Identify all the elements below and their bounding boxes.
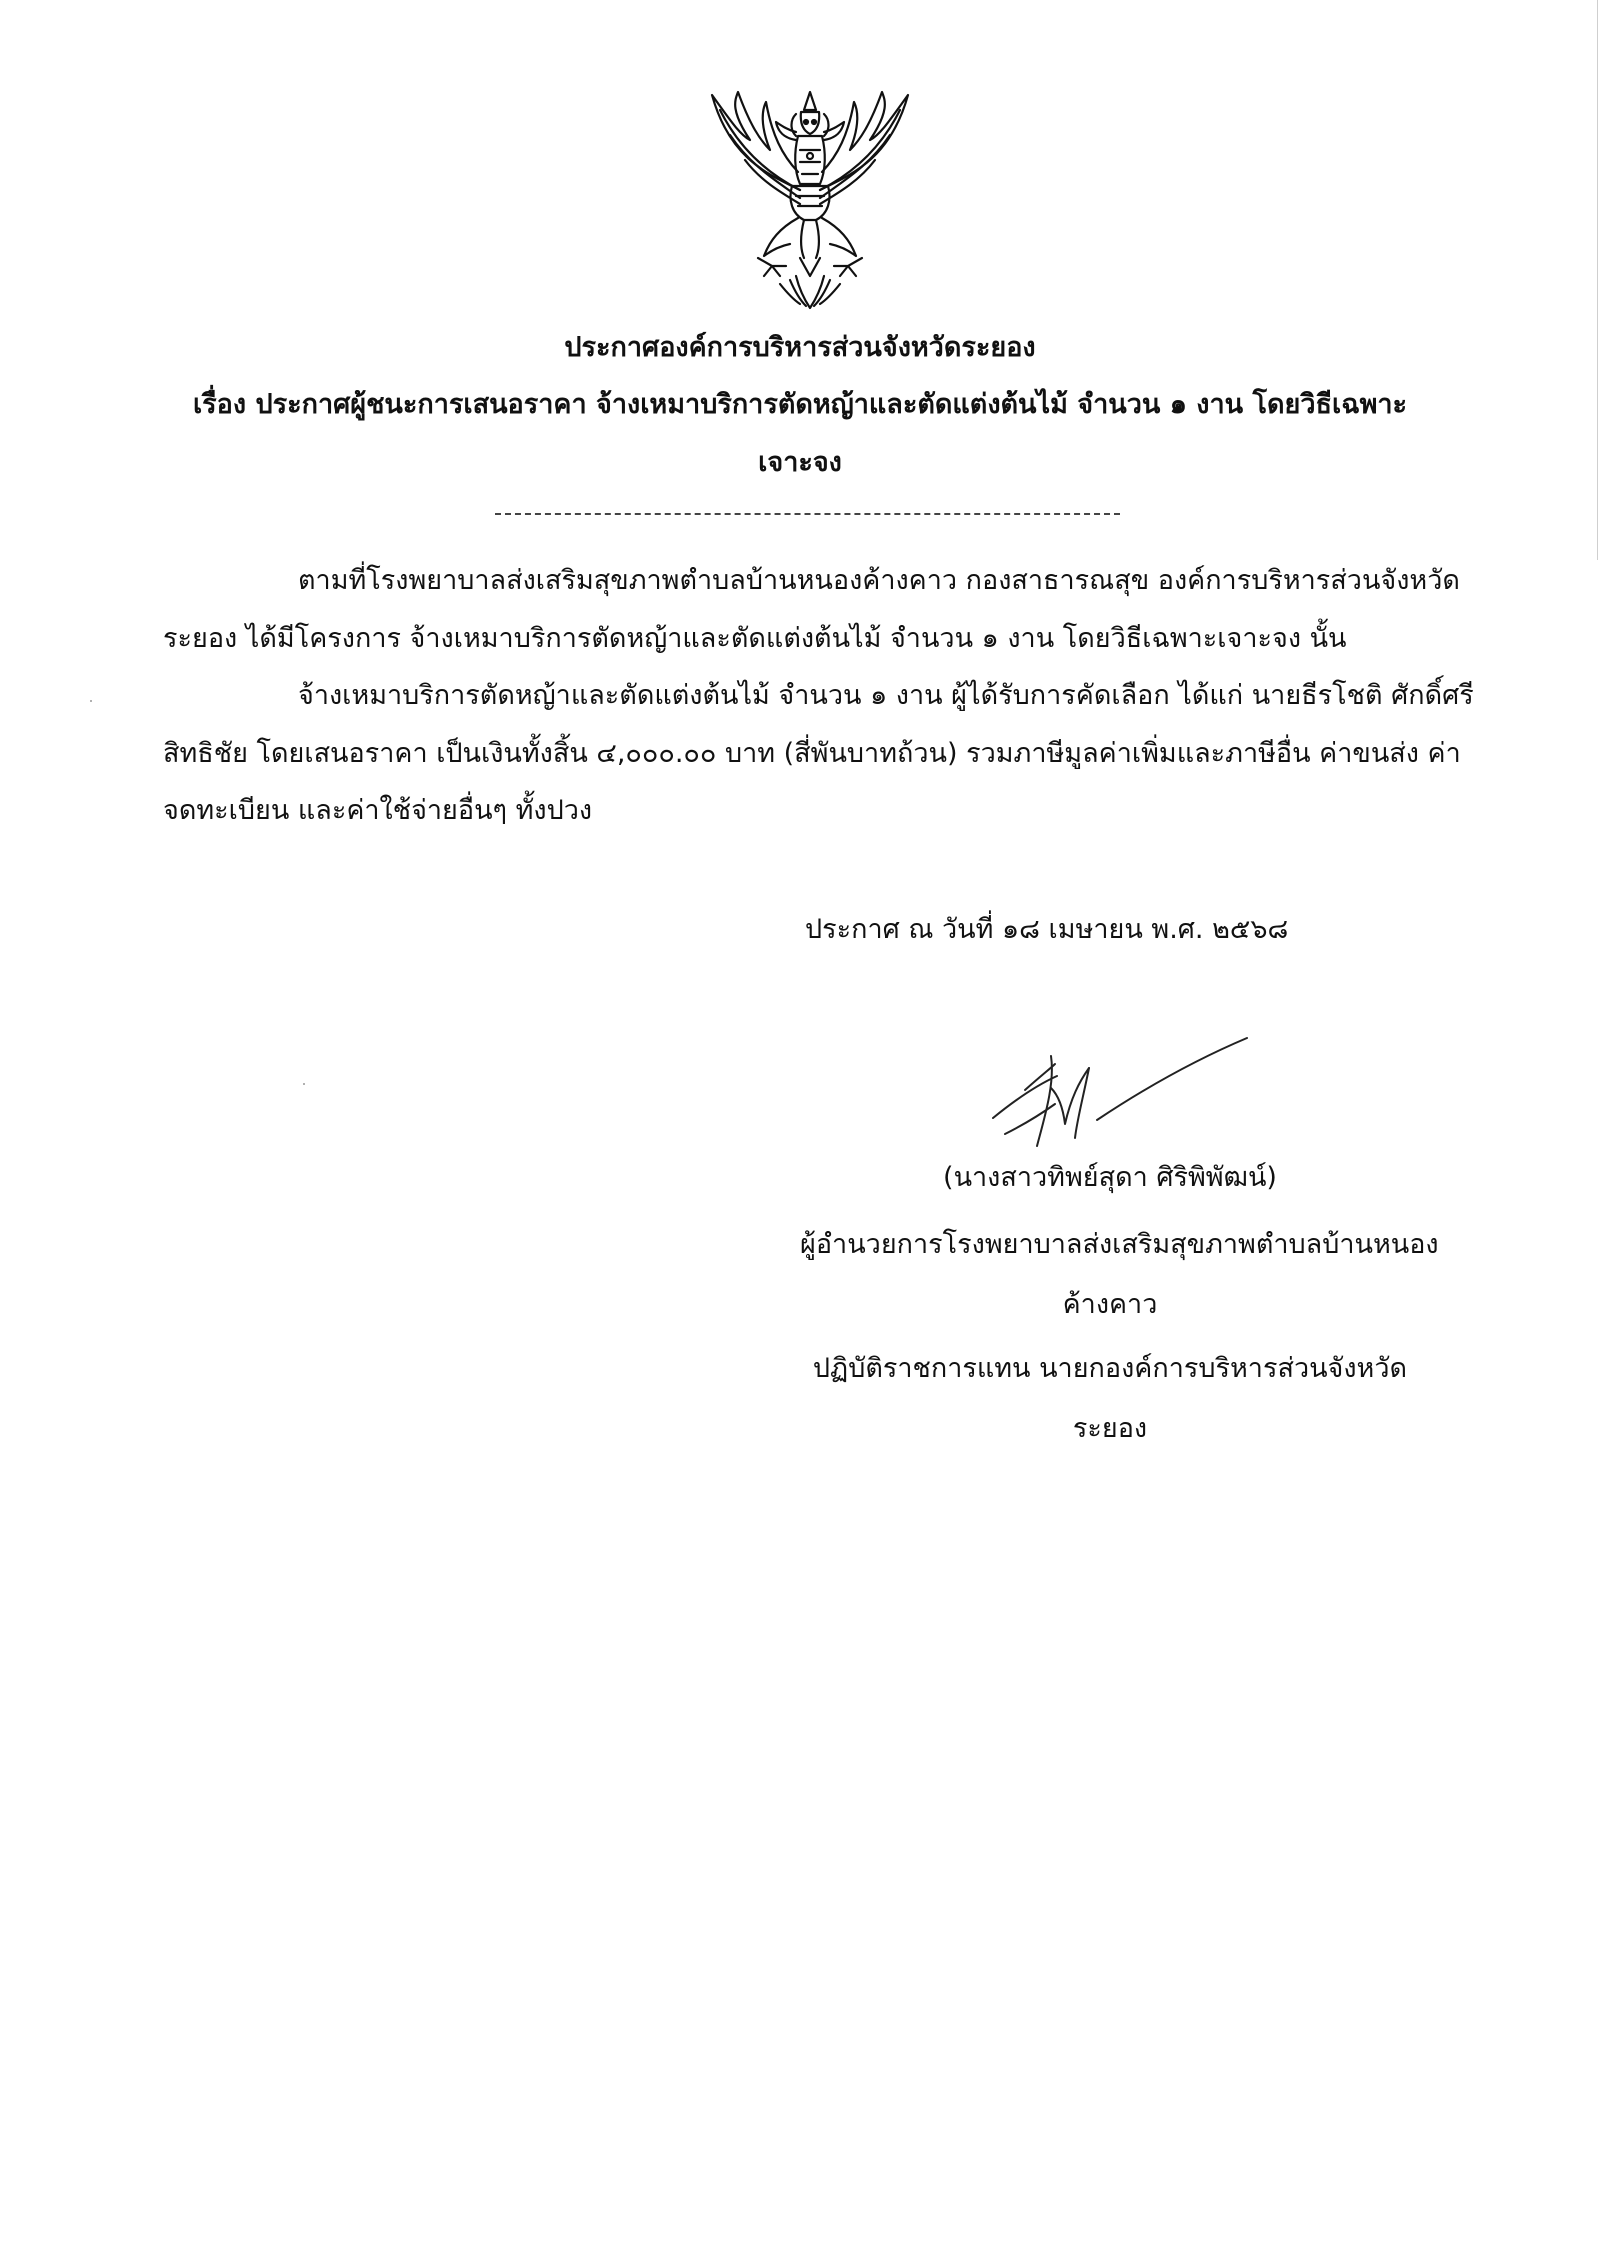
header-divider (495, 513, 1120, 515)
document-subject: เรื่อง ประกาศผู้ชนะการเสนอราคา จ้างเหมาบริการตัดหญ้าและตัดแต่งต้นไม้ จำนวน ๑ งาน โดยวิธีเฉพาะ (192, 389, 1408, 420)
document-subject-continued: เจาะจง (758, 447, 842, 478)
paragraph-2-line-3: จดทะเบียน และค่าใช้จ่ายอื่นๆ ทั้งปวง (163, 795, 593, 826)
document-title: ประกาศองค์การบริหารส่วนจังหวัดระยอง (564, 332, 1036, 363)
paragraph-1-line-1: ตามที่โรงพยาบาลส่งเสริมสุขภาพตำบลบ้านหนองค้างคาว กองสาธารณสุข องค์การบริหารส่วนจังหวัด (298, 565, 1460, 596)
scan-edge-line (1597, 0, 1598, 560)
handwritten-signature (985, 1028, 1255, 1153)
scan-speck (90, 700, 92, 702)
garuda-emblem-icon (700, 80, 920, 320)
paragraph-2-line-2: สิทธิชัย โดยเสนอราคา เป็นเงินทั้งสิ้น ๔,๐๐๐.๐๐ บาท (สี่พันบาทถ้วน) รวมภาษีมูลค่าเพิ่มและภาษีอื่น ค่าขนส่ง ค่า (163, 738, 1461, 769)
paragraph-2-line-1: จ้างเหมาบริการตัดหญ้าและตัดแต่งต้นไม้ จำนวน ๑ งาน ผู้ได้รับการคัดเลือก ได้แก่ นายธีรโชติ ศักดิ์ศรี (298, 680, 1474, 711)
scan-speck (303, 1083, 305, 1085)
signatory-name: (นางสาวทิพย์สุดา ศิริพิพัฒน์) (943, 1162, 1277, 1193)
announcement-date: ประกาศ ณ วันที่ ๑๘ เมษายน พ.ศ. ๒๕๖๘ (805, 914, 1289, 945)
signatory-acting-for: ปฏิบัติราชการแทน นายกองค์การบริหารส่วนจังหวัด (812, 1353, 1408, 1384)
signatory-position-continued: ค้างคาว (1062, 1289, 1158, 1320)
signatory-acting-for-continued: ระยอง (1072, 1413, 1148, 1444)
signatory-position: ผู้อำนวยการโรงพยาบาลส่งเสริมสุขภาพตำบลบ้านหนอง (800, 1229, 1439, 1260)
paragraph-1-line-2: ระยอง ได้มีโครงการ จ้างเหมาบริการตัดหญ้าและตัดแต่งต้นไม้ จำนวน ๑ งาน โดยวิธีเฉพาะเจาะจง นั้น (163, 623, 1347, 654)
